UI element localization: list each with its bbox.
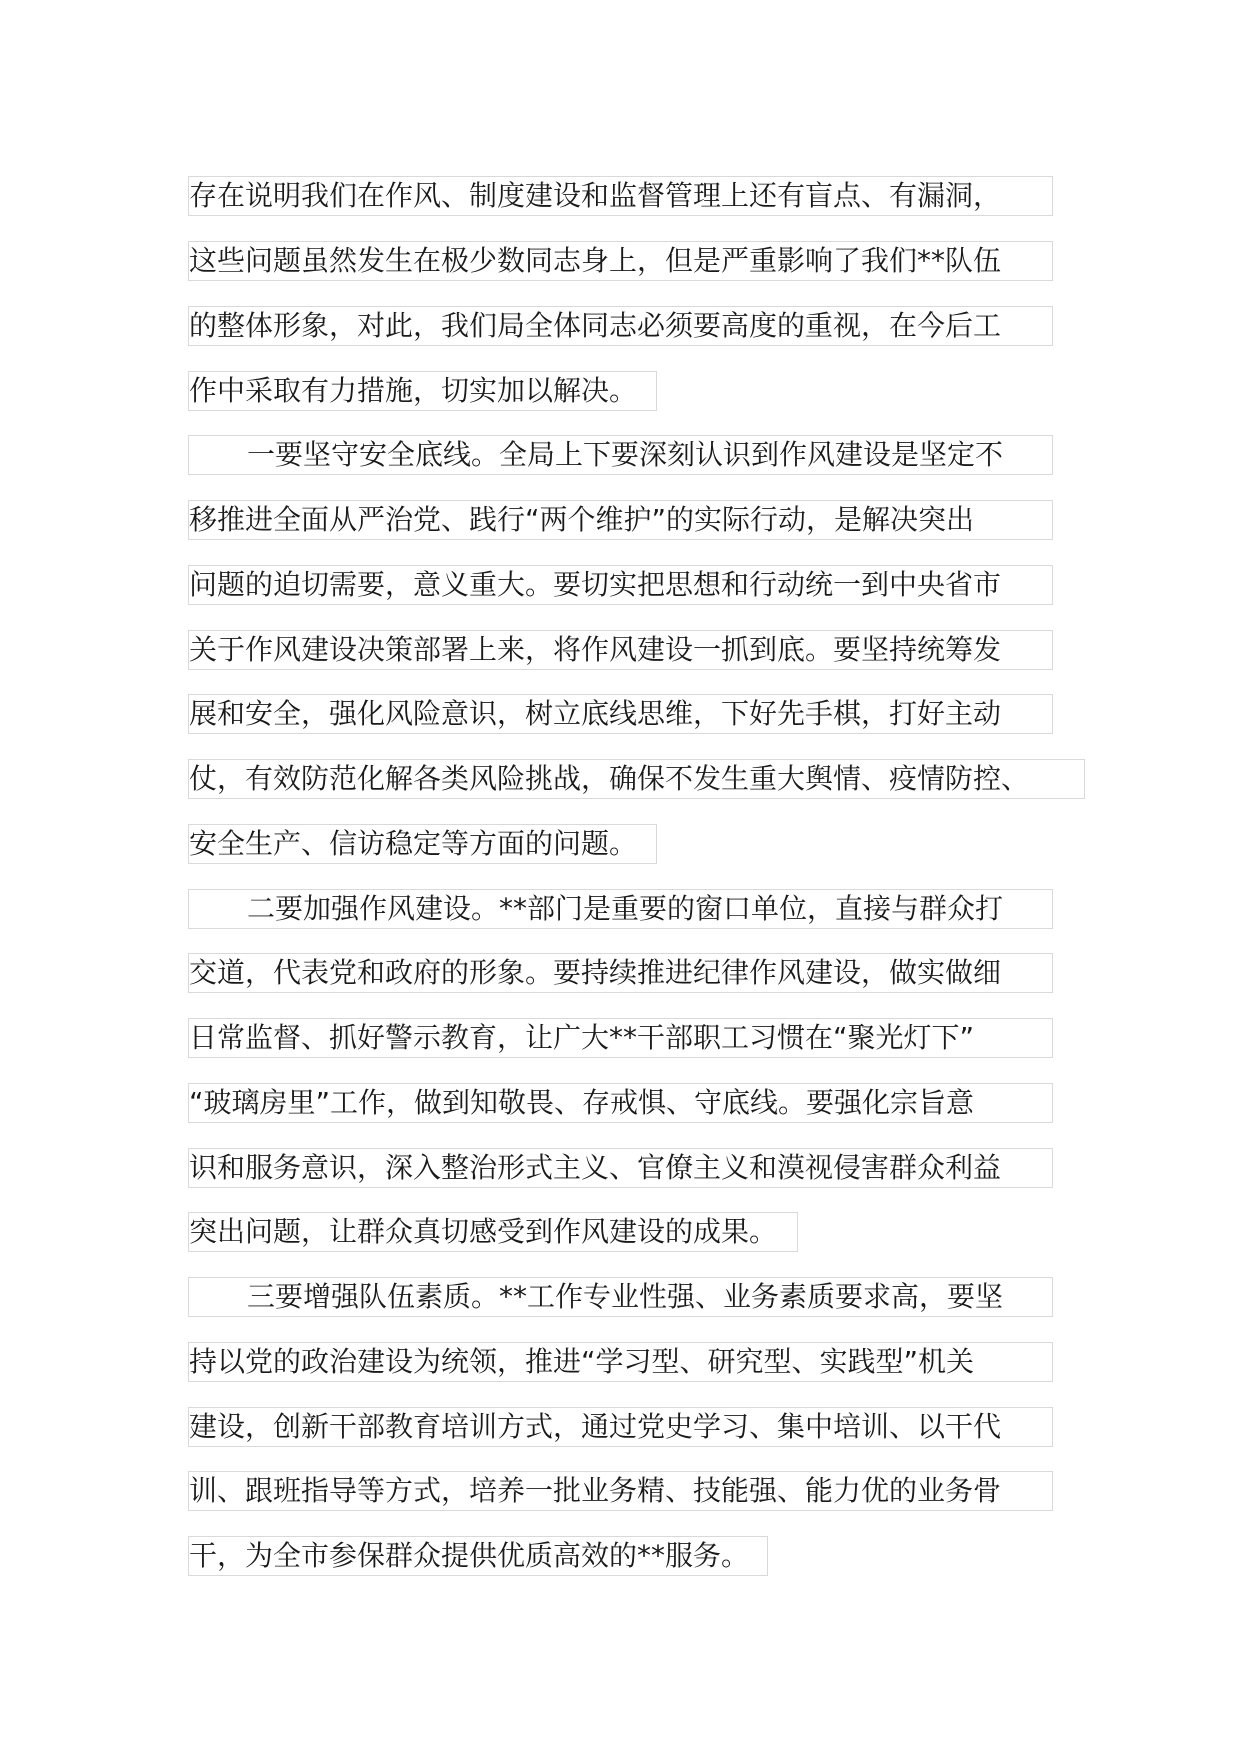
text-line: 作中采取有力措施，切实加以解决。	[188, 371, 657, 411]
text-line: 训、跟班指导等方式，培养一批业务精、技能强、能力优的业务骨	[188, 1471, 1053, 1511]
text-line: 仗，有效防范化解各类风险挑战，确保不发生重大舆情、疫情防控、	[188, 759, 1085, 799]
text-line: 识和服务意识，深入整治形式主义、官僚主义和漠视侵害群众利益	[188, 1148, 1053, 1188]
text-line: 交道，代表党和政府的形象。要持续推进纪律作风建设，做实做细	[188, 953, 1053, 993]
paragraph-start-line: 三要增强队伍素质。**工作专业性强、业务素质要求高，要坚	[188, 1277, 1053, 1317]
text-line: 关于作风建设决策部署上来，将作风建设一抓到底。要坚持统筹发	[188, 630, 1053, 670]
text-line: 安全生产、信访稳定等方面的问题。	[188, 824, 657, 864]
text-line: 干，为全市参保群众提供优质高效的**服务。	[188, 1536, 768, 1576]
paragraph-start-line: 一要坚守安全底线。全局上下要深刻认识到作风建设是坚定不	[188, 435, 1053, 475]
text-line: 存在说明我们在作风、制度建设和监督管理上还有盲点、有漏洞，	[188, 176, 1053, 216]
text-line: 问题的迫切需要，意义重大。要切实把思想和行动统一到中央省市	[188, 565, 1053, 605]
text-line: 日常监督、抓好警示教育，让广大**干部职工习惯在“聚光灯下”	[188, 1018, 1053, 1058]
text-line: 突出问题，让群众真切感受到作风建设的成果。	[188, 1212, 798, 1252]
text-line: 持以党的政治建设为统领，推进“学习型、研究型、实践型”机关	[188, 1342, 1053, 1382]
text-line: “玻璃房里”工作，做到知敬畏、存戒惧、守底线。要强化宗旨意	[188, 1083, 1053, 1123]
paragraph-start-line: 二要加强作风建设。**部门是重要的窗口单位，直接与群众打	[188, 889, 1053, 929]
text-line: 的整体形象，对此，我们局全体同志必须要高度的重视，在今后工	[188, 306, 1053, 346]
text-line: 移推进全面从严治党、践行“两个维护”的实际行动，是解决突出	[188, 500, 1053, 540]
text-line: 这些问题虽然发生在极少数同志身上，但是严重影响了我们**队伍	[188, 241, 1053, 281]
text-line: 展和安全，强化风险意识，树立底线思维，下好先手棋，打好主动	[188, 694, 1053, 734]
text-line: 建设，创新干部教育培训方式，通过党史学习、集中培训、以干代	[188, 1407, 1053, 1447]
